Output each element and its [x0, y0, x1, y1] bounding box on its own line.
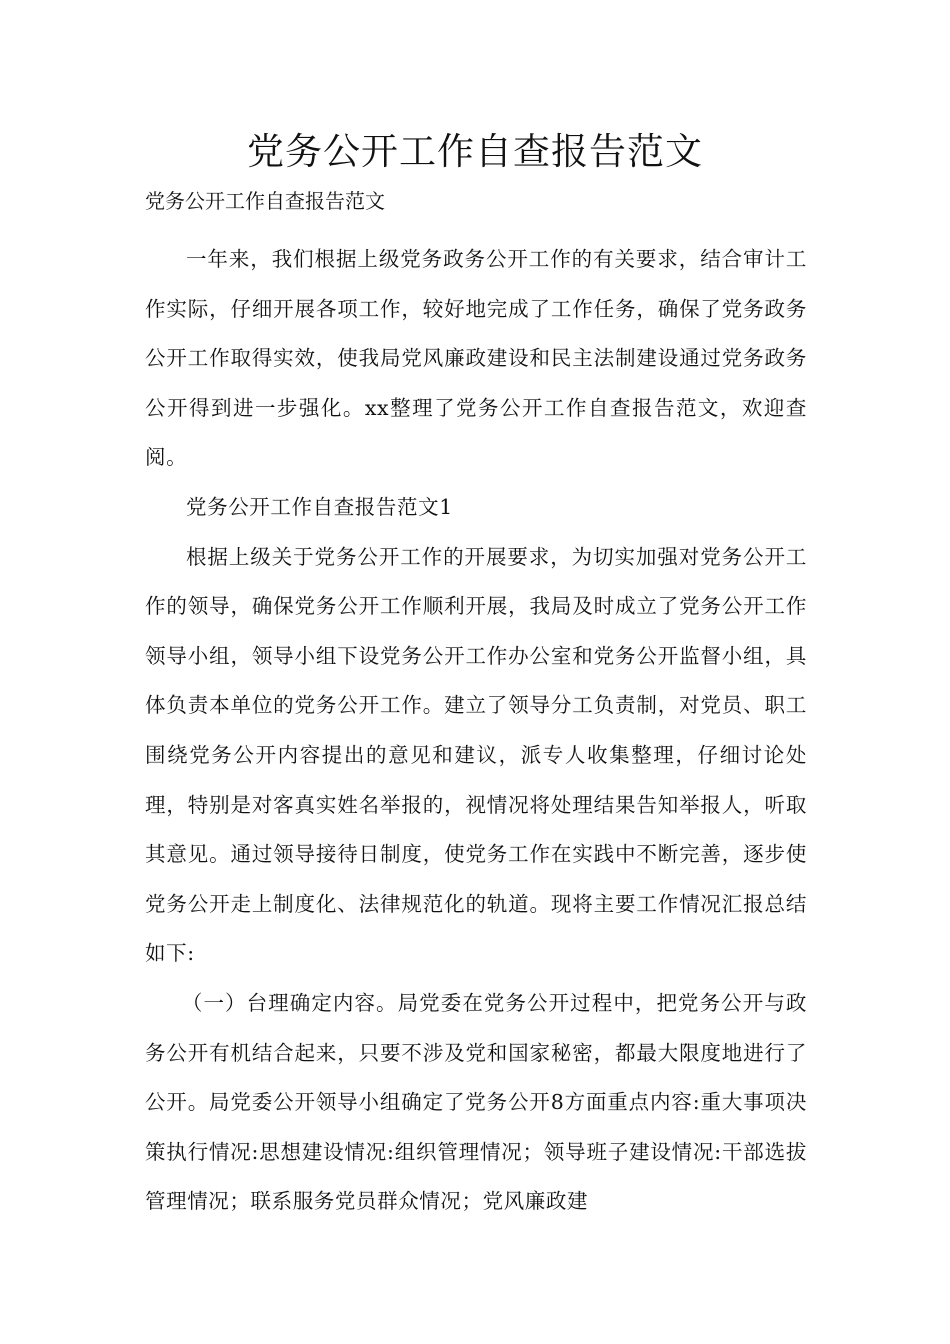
document-title: 党务公开工作自查报告范文 — [247, 130, 703, 173]
document-body — [145, 235, 807, 1227]
paragraph-item-one: （一）台理确定内容。局党委在党务公开过程中，把党务公开与政务公开有机结合起来，只要不涉及党和国家秘密，都最大限度地进行了公开。局党委公开领导小组确定了党务公开8方面重点内容:重大事项决策执行情况:思想建设情况:组织管理情况；领导班子建设情况:干部选拔管理情况；联系服务党员群众情况；党风廉政建 — [145, 990, 807, 1214]
paragraph-section-heading: 党务公开工作自查报告范文1 — [186, 494, 453, 519]
document-subtitle: 党务公开工作自查报告范文 — [145, 189, 385, 213]
paragraph-background: 根据上级关于党务公开工作的开展要求，为切实加强对党务公开工作的领导，确保党务公开工作顺利开展，我局及时成立了党务公开工作领导小组，领导小组下设党务公开工作办公室和党务公开监督小组，具体负责本单位的党务公开工作。建立了领导分工负责制，对党员、职工围绕党务公开内容提出的意见和建议，派专人收集整理，仔细讨论处理，特别是对客真实姓名举报的，视情况将处理结果告知举报人，听取其意见。通过领导接待日制度，使党务工作在实践中不断完善，逐步使党务公开走上制度化、法律规范化的轨道。现将主要工作情况汇报总结如下: — [145, 544, 807, 966]
paragraph-intro: 一年来，我们根据上级党务政务公开工作的有关要求，结合审计工作实际，仔细开展各项工作，较好地完成了工作任务，确保了党务政务公开工作取得实效，使我局党风廉政建设和民主法制建设通过党务政务公开得到进一步强化。xx整理了党务公开工作自查报告范文，欢迎查阅。 — [145, 247, 807, 470]
